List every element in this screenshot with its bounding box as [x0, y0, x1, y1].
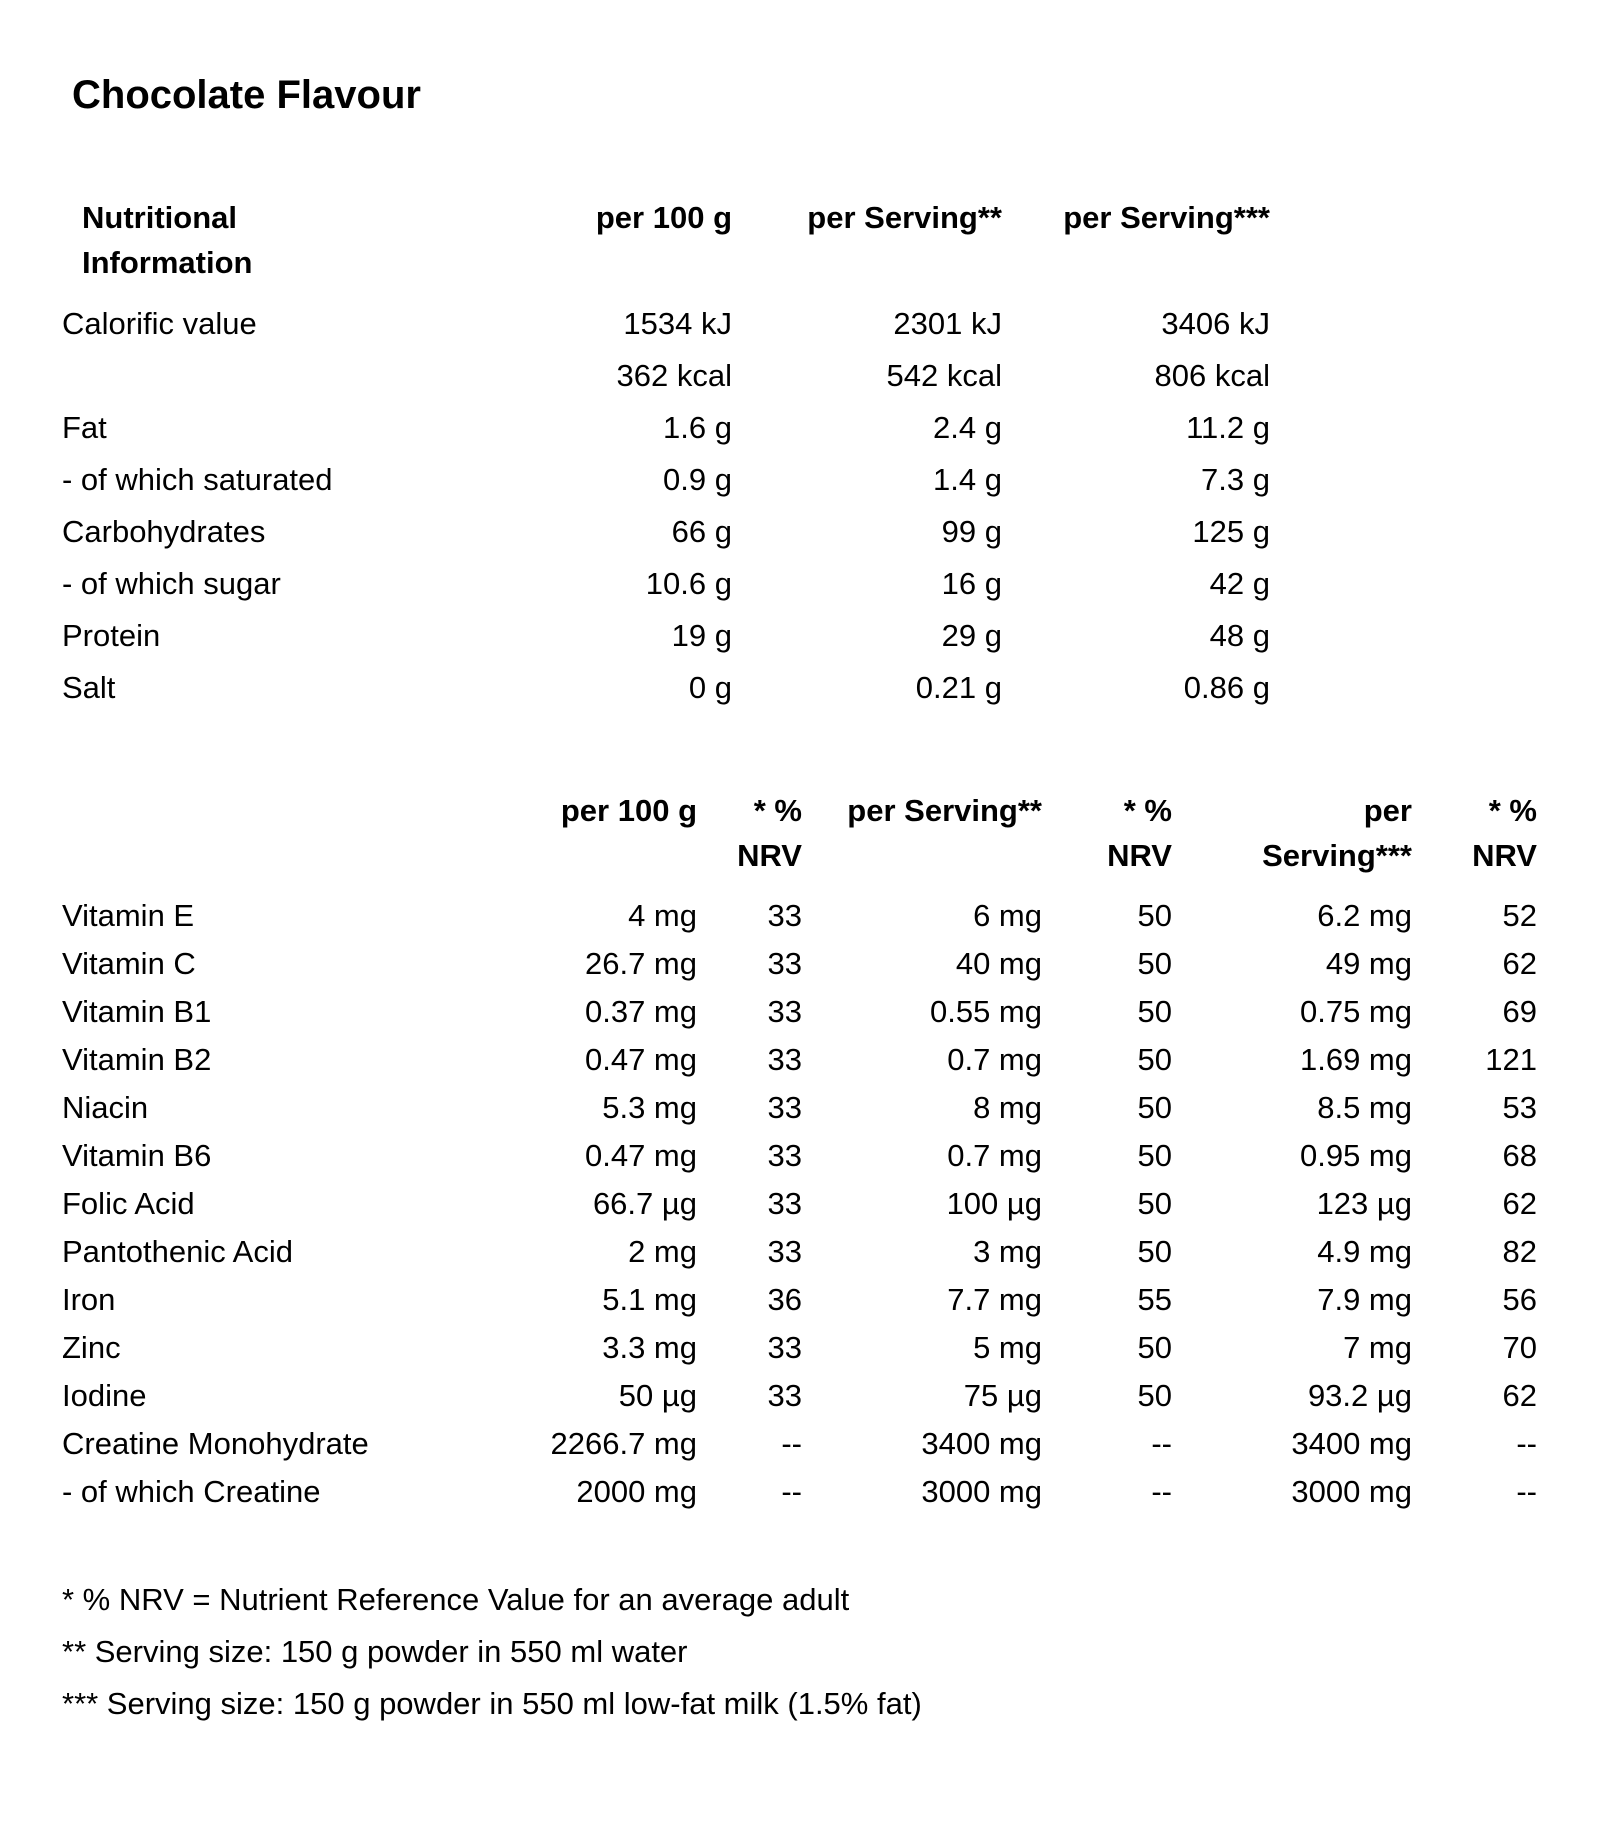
- serving3-cell: 7 mg: [1343, 1330, 1412, 1365]
- nrv3-cell: 52: [1502, 898, 1537, 933]
- nrv2-cell: 50: [1137, 1138, 1172, 1173]
- label-cell: - of which saturated: [62, 462, 333, 497]
- serving3-cell: 0.75 mg: [1299, 994, 1412, 1029]
- micros-header-per-serving-2star: per Serving**: [847, 793, 1042, 828]
- per100g-cell: 2 mg: [628, 1234, 697, 1269]
- micros-row: [62, 1180, 1537, 1228]
- micros-header-nrv-1-line2: NRV: [737, 838, 802, 873]
- nrv3-cell: 121: [1485, 1042, 1537, 1077]
- macros-row: [62, 298, 1270, 350]
- label-cell: Carbohydrates: [62, 514, 266, 549]
- micros-row: [62, 892, 1537, 940]
- serving2-cell: 7.7 mg: [947, 1282, 1042, 1317]
- micros-row: [62, 1468, 1537, 1516]
- micros-row: [62, 940, 1537, 988]
- macros-header-per-serving-3star: per Serving***: [1063, 200, 1270, 235]
- label-cell: Calorific value: [62, 306, 257, 341]
- nrv2-cell: 50: [1137, 994, 1172, 1029]
- serving3-cell: 48 g: [1209, 618, 1270, 653]
- micros-row: [62, 1276, 1537, 1324]
- footnotes: [62, 1574, 1600, 1730]
- macros-row: [62, 454, 1270, 506]
- serving3-cell: 6.2 mg: [1317, 898, 1412, 933]
- micros-header-nrv-2: [1042, 788, 1172, 892]
- nrv3-cell: 62: [1502, 946, 1537, 981]
- nrv3-cell: 56: [1502, 1282, 1537, 1317]
- serving2-cell: 40 mg: [955, 946, 1042, 981]
- macros-header-per-serving-2star: per Serving**: [807, 200, 1002, 235]
- micros-row: [62, 1084, 1537, 1132]
- nrv2-cell: --: [1151, 1426, 1172, 1461]
- macros-header-line1: Nutritional: [82, 200, 237, 235]
- serving3-cell: 11.2 g: [1186, 410, 1270, 445]
- micros-header-nrv-2-line2: NRV: [1107, 838, 1172, 873]
- per100g-cell: 0.47 mg: [584, 1042, 697, 1077]
- macros-header-nutritional-information: [62, 195, 462, 298]
- micros-row: [62, 1324, 1537, 1372]
- nrv3-cell: 62: [1502, 1186, 1537, 1221]
- serving3-cell: 1.69 mg: [1299, 1042, 1412, 1077]
- nrv2-cell: 50: [1137, 1090, 1172, 1125]
- serving3-cell: 4.9 mg: [1317, 1234, 1412, 1269]
- per100g-cell: 0 g: [688, 670, 732, 705]
- serving3-cell: 42 g: [1209, 566, 1270, 601]
- nrv1-cell: 33: [767, 1138, 802, 1173]
- label-cell: Vitamin B6: [62, 1138, 212, 1173]
- serving3-cell: 0.95 mg: [1299, 1138, 1412, 1173]
- nrv3-cell: --: [1516, 1474, 1537, 1509]
- micros-header-per-serving-3star-line1: per: [1363, 793, 1412, 828]
- macros-header-line2: Information: [82, 245, 253, 280]
- per100g-cell: 3.3 mg: [602, 1330, 697, 1365]
- label-cell: - of which sugar: [62, 566, 281, 601]
- micros-row: [62, 1036, 1537, 1084]
- nrv2-cell: 50: [1137, 898, 1172, 933]
- serving3-cell: 806 kcal: [1154, 358, 1270, 393]
- label-cell: Vitamin B2: [62, 1042, 212, 1077]
- micros-row: [62, 1420, 1537, 1468]
- footnote-serving-size-milk: *** Serving size: 150 g powder in 550 ml low-fat milk (1.5% fat): [62, 1686, 922, 1721]
- serving2-cell: 16 g: [941, 566, 1002, 601]
- label-cell: Iodine: [62, 1378, 147, 1413]
- micros-header-nrv-1: [697, 788, 802, 892]
- per100g-cell: 10.6 g: [645, 566, 732, 601]
- nrv3-cell: 68: [1502, 1138, 1537, 1173]
- serving2-cell: 29 g: [941, 618, 1002, 653]
- page-title: Chocolate Flavour: [72, 73, 421, 117]
- micros-header-empty: [62, 788, 462, 892]
- nrv1-cell: 36: [767, 1282, 802, 1317]
- serving2-cell: 3400 mg: [921, 1426, 1042, 1461]
- macros-header-per-100g: per 100 g: [595, 200, 732, 235]
- nrv1-cell: 33: [767, 994, 802, 1029]
- per100g-cell: 1534 kJ: [623, 306, 732, 341]
- serving2-cell: 0.21 g: [915, 670, 1002, 705]
- serving2-cell: 75 µg: [963, 1378, 1042, 1413]
- label-cell: - of which Creatine: [62, 1474, 321, 1509]
- nrv1-cell: 33: [767, 946, 802, 981]
- serving3-cell: 0.86 g: [1183, 670, 1270, 705]
- nrv1-cell: --: [781, 1426, 802, 1461]
- micros-header-nrv-1-line1: * %: [753, 793, 802, 828]
- serving3-cell: 125 g: [1192, 514, 1270, 549]
- serving3-cell: 7.9 mg: [1317, 1282, 1412, 1317]
- macros-row: [62, 610, 1270, 662]
- serving2-cell: 542 kcal: [886, 358, 1002, 393]
- label-cell: Folic Acid: [62, 1186, 195, 1221]
- micros-header-nrv-3-line2: NRV: [1472, 838, 1537, 873]
- serving2-cell: 99 g: [941, 514, 1002, 549]
- macronutrients-table: [62, 195, 1270, 714]
- macros-row: [62, 402, 1270, 454]
- serving3-cell: 3000 mg: [1291, 1474, 1412, 1509]
- serving3-cell: 8.5 mg: [1317, 1090, 1412, 1125]
- serving2-cell: 3 mg: [973, 1234, 1042, 1269]
- serving3-cell: 3400 mg: [1291, 1426, 1412, 1461]
- nrv2-cell: 55: [1137, 1282, 1172, 1317]
- per100g-cell: 19 g: [671, 618, 732, 653]
- nrv2-cell: 50: [1137, 1378, 1172, 1413]
- nrv3-cell: 62: [1502, 1378, 1537, 1413]
- nrv3-cell: --: [1516, 1426, 1537, 1461]
- micros-header-per-serving-3star: [1172, 788, 1412, 892]
- micros-header-per-serving-3star-line2: Serving***: [1262, 838, 1412, 873]
- micros-header-nrv-2-line1: * %: [1123, 793, 1172, 828]
- nrv3-cell: 53: [1502, 1090, 1537, 1125]
- per100g-cell: 5.1 mg: [602, 1282, 697, 1317]
- micros-row: [62, 1228, 1537, 1276]
- macros-row: [62, 662, 1270, 714]
- nrv2-cell: 50: [1137, 1186, 1172, 1221]
- serving2-cell: 0.7 mg: [947, 1138, 1042, 1173]
- nrv1-cell: 33: [767, 1378, 802, 1413]
- micros-header-nrv-3: [1412, 788, 1537, 892]
- serving2-cell: 1.4 g: [933, 462, 1002, 497]
- serving2-cell: 100 µg: [946, 1186, 1042, 1221]
- nrv2-cell: 50: [1137, 1330, 1172, 1365]
- label-cell: Vitamin B1: [62, 994, 212, 1029]
- macros-row: [62, 558, 1270, 610]
- serving2-cell: 3000 mg: [921, 1474, 1042, 1509]
- footnote-nrv-definition: * % NRV = Nutrient Reference Value for an average adult: [62, 1582, 850, 1617]
- label-cell: Fat: [62, 410, 107, 445]
- nrv1-cell: 33: [767, 898, 802, 933]
- label-cell: Protein: [62, 618, 161, 653]
- label-cell: [62, 350, 462, 402]
- per100g-cell: 0.9 g: [663, 462, 732, 497]
- per100g-cell: 5.3 mg: [602, 1090, 697, 1125]
- nrv1-cell: --: [781, 1474, 802, 1509]
- macros-header-row: [62, 195, 1270, 298]
- per100g-cell: 362 kcal: [616, 358, 732, 393]
- serving3-cell: 3406 kJ: [1161, 306, 1270, 341]
- per100g-cell: 2000 mg: [576, 1474, 697, 1509]
- serving2-cell: 0.7 mg: [947, 1042, 1042, 1077]
- serving2-cell: 6 mg: [973, 898, 1042, 933]
- micros-header-row: [62, 788, 1537, 892]
- nrv1-cell: 33: [767, 1090, 802, 1125]
- micros-row: [62, 1132, 1537, 1180]
- per100g-cell: 66.7 µg: [592, 1186, 697, 1221]
- per100g-cell: 0.37 mg: [584, 994, 697, 1029]
- serving2-cell: 5 mg: [973, 1330, 1042, 1365]
- nrv2-cell: 50: [1137, 1042, 1172, 1077]
- nrv2-cell: 50: [1137, 1234, 1172, 1269]
- nrv1-cell: 33: [767, 1186, 802, 1221]
- label-cell: Iron: [62, 1282, 116, 1317]
- footnote-serving-size-water: ** Serving size: 150 g powder in 550 ml water: [62, 1634, 688, 1669]
- serving3-cell: 93.2 µg: [1307, 1378, 1412, 1413]
- nrv3-cell: 70: [1502, 1330, 1537, 1365]
- serving3-cell: 49 mg: [1325, 946, 1412, 981]
- nrv1-cell: 33: [767, 1234, 802, 1269]
- label-cell: Vitamin C: [62, 946, 196, 981]
- label-cell: Creatine Monohydrate: [62, 1426, 369, 1461]
- serving2-cell: 2.4 g: [933, 410, 1002, 445]
- serving3-cell: 123 µg: [1316, 1186, 1412, 1221]
- label-cell: Niacin: [62, 1090, 149, 1125]
- serving3-cell: 7.3 g: [1201, 462, 1270, 497]
- per100g-cell: 1.6 g: [663, 410, 732, 445]
- serving2-cell: 2301 kJ: [893, 306, 1002, 341]
- label-cell: Vitamin E: [62, 898, 195, 933]
- micros-header-per-100g: per 100 g: [560, 793, 697, 828]
- per100g-cell: 66 g: [671, 514, 732, 549]
- micros-row: [62, 988, 1537, 1036]
- label-cell: Zinc: [62, 1330, 121, 1365]
- serving2-cell: 8 mg: [973, 1090, 1042, 1125]
- micros-row: [62, 1372, 1537, 1420]
- per100g-cell: 0.47 mg: [584, 1138, 697, 1173]
- micronutrients-table: [62, 788, 1537, 1516]
- per100g-cell: 4 mg: [628, 898, 697, 933]
- label-cell: Salt: [62, 670, 116, 705]
- micros-header-nrv-3-line1: * %: [1488, 793, 1537, 828]
- nrv2-cell: 50: [1137, 946, 1172, 981]
- per100g-cell: 2266.7 mg: [550, 1426, 697, 1461]
- serving2-cell: 0.55 mg: [929, 994, 1042, 1029]
- per100g-cell: 26.7 mg: [584, 946, 697, 981]
- nrv1-cell: 33: [767, 1042, 802, 1077]
- macros-row: [62, 350, 1270, 402]
- nrv2-cell: --: [1151, 1474, 1172, 1509]
- nrv3-cell: 82: [1502, 1234, 1537, 1269]
- per100g-cell: 50 µg: [618, 1378, 697, 1413]
- macros-row: [62, 506, 1270, 558]
- nrv1-cell: 33: [767, 1330, 802, 1365]
- nrv3-cell: 69: [1502, 994, 1537, 1029]
- label-cell: Pantothenic Acid: [62, 1234, 293, 1269]
